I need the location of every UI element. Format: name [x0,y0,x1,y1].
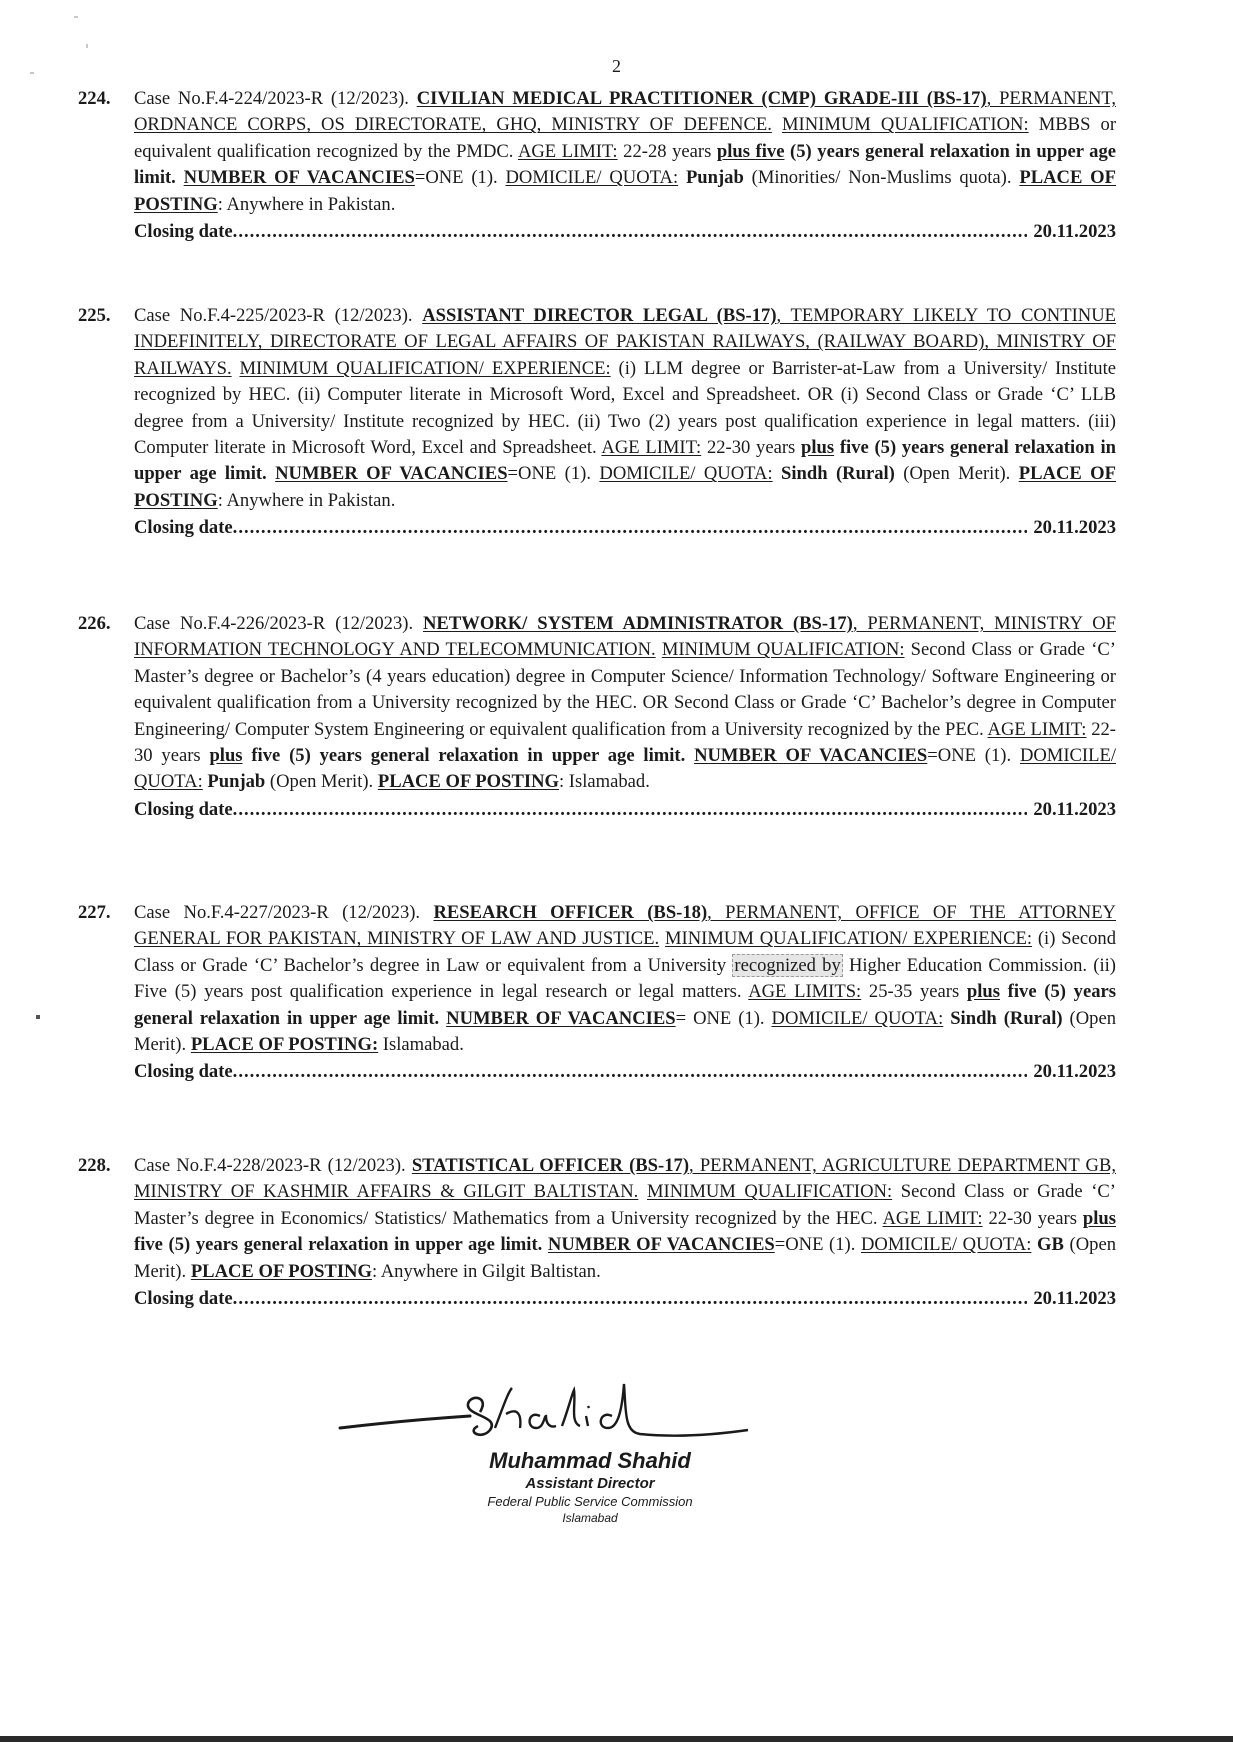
case-text-segment: STATISTICAL OFFICER (BS-17) [411,1155,690,1176]
case-text-segment: DOMICILE/ QUOTA: [861,1234,1032,1256]
case-text-segment: (Open Merit). [894,463,1019,485]
case-text-segment: CIVILIAN MEDICAL PRACTITIONER (CMP) GRADE-III (BS-17) [416,88,987,109]
case-text-segment: plus [801,437,835,459]
case-text-segment: =ONE (1). [927,745,1020,767]
case-text-segment: , PERMANENT, ORDNANCE CORPS, OS DIRECTORATE, GHQ, MINISTRY OF DEFENCE. [134,88,1116,136]
scan-speck [74,16,78,18]
case-number: 225. [78,305,111,326]
case-text-segment: plus [1082,1207,1116,1229]
case-text-segment: (Open Merit). [134,1234,1117,1282]
case-text-segment: : Anywhere in Pakistan. [217,193,396,215]
case-text-segment: MINIMUM QUALIFICATION/ EXPERIENCE: [239,357,611,379]
case-text-segment: NUMBER OF VACANCIES [183,167,415,189]
case-text-segment: : Anywhere in Gilgit Baltistan. [371,1260,601,1282]
case-text-segment: Case No.F.4-226/2023-R (12/2023). [134,613,423,634]
case-entry [78,1153,1116,1312]
case-text-segment: Sindh (Rural) [950,1007,1063,1029]
case-text-segment: : Anywhere in Pakistan. [217,489,396,511]
signatory-name: Muhammad Shahid [489,1448,691,1473]
case-text-segment: Sindh (Rural) [781,463,895,485]
leader-dots [233,219,1028,245]
case-text-segment: Case No.F.4-225/2023-R (12/2023). [134,305,423,326]
case-text-segment: Case No.F.4-227/2023-R (12/2023). [134,902,434,923]
case-text-segment [678,167,686,188]
case-entry [78,86,1116,245]
case-text-segment: AGE LIMIT: [882,1207,983,1229]
case-text-segment: (i) Second Class or Grade ‘C’ Bachelor’s degree in Law or equivalent from a University [134,928,1116,976]
closing-date-label: Closing date [134,798,233,820]
signature-image [330,1370,750,1450]
case-text-segment: AGE LIMIT: [987,718,1087,740]
case-text-segment [232,358,240,379]
case-text-segment: (Open Merit). [265,771,378,793]
scan-edge [0,1736,1233,1742]
case-text-segment: plus [966,981,1000,1003]
case-text-segment: 22-30 years [701,437,802,459]
case-text-segment: =ONE (1). [414,167,506,189]
case-text-segment: AGE LIMIT: [601,437,702,459]
closing-date-value: 20.11.2023 [1033,1061,1116,1083]
case-text-segment: DOMICILE/ QUOTA: [599,463,773,485]
case-text [134,86,1116,218]
case-text-segment: (Minorities/ Non-Muslims quota). [743,167,1020,189]
case-text-segment: 22-30 years [982,1207,1083,1229]
case-text [134,611,1116,796]
case-text-segment: NUMBER OF VACANCIES [694,745,928,767]
case-text-segment [772,114,782,135]
case-text-segment: GB [1037,1234,1064,1256]
scan-speck [36,1015,40,1019]
case-number: 228. [78,1155,111,1176]
case-text-segment: , PERMANENT, OFFICE OF THE ATTORNEY GENERAL FOR PAKISTAN, MINISTRY OF LAW AND JUSTICE. [134,902,1116,950]
case-text-segment: Case No.F.4-224/2023-R (12/2023). [134,88,417,109]
case-text-segment: DOMICILE/ QUOTA: [134,745,1116,793]
case-text-segment: 22-30 years [134,718,1117,767]
signatory-office: Federal Public Service Commission [487,1494,693,1509]
case-text-segment: PLACE OF POSTING [134,463,1117,511]
case-text-segment: PLACE OF POSTING [190,1260,372,1282]
case-text-segment: NUMBER OF VACANCIES [446,1007,676,1029]
case-text [134,303,1116,514]
closing-date-label: Closing date [134,1288,233,1310]
case-text-segment: five (5) years general relaxation in upper age limit. [134,437,1116,485]
case-text-segment: DOMICILE/ QUOTA: [505,167,679,189]
case-text-segment: MBBS or equivalent qualification recognized by the PMDC. [134,114,1117,162]
case-text-segment: (i) LLM degree or Barrister-at-Law from a University/ Institute recognized by HEC. (ii) Computer literate in Microsoft Word, Excel and Spreadsheet. OR (i) Second Class or Grade ‘C’ LLB degree from a University/ Institute recognized by HEC. (ii) Two (2) years post qualification experience in legal matters. (iii) Computer literate in Microsoft Word, Excel and Spreadsheet. [134,357,1116,459]
case-text [134,900,1116,1058]
case-text-segment: Punjab [685,167,744,189]
closing-date-value: 20.11.2023 [1033,517,1116,539]
case-text-segment: , PERMANENT, MINISTRY OF INFORMATION TECHNOLOGY AND TELECOMMUNICATION. [134,613,1116,661]
case-text-segment: MINIMUM QUALIFICATION/ EXPERIENCE: [665,928,1033,950]
closing-date-value: 20.11.2023 [1033,221,1116,243]
case-text-segment: (5) years general relaxation in upper age limit. [134,140,1117,189]
case-text-segment: PLACE OF POSTING: [190,1034,379,1056]
case-text-segment: Punjab [207,771,266,793]
case-text-segment [267,463,275,484]
leader-dots [233,1286,1028,1312]
case-text-segment: 22-28 years [617,140,717,162]
case-text-segment: five (5) years general relaxation in upper age limit. [134,981,1116,1029]
case-text-segment: Case No.F.4-228/2023-R (12/2023). [134,1155,412,1176]
signatory-city: Islamabad [562,1511,618,1525]
case-text-segment: =ONE (1). [507,463,600,485]
case-text-segment: NUMBER OF VACANCIES [547,1234,775,1256]
case-text-segment: RESEARCH OFFICER (BS-18) [433,902,708,923]
leader-dots [233,1059,1028,1085]
case-text [134,1153,1116,1285]
case-text-segment: Second Class or Grade ‘C’ Master’s degree in Economics/ Statistics/ Mathematics from a University recognized by the HEC. [134,1181,1116,1229]
case-text-segment: : Islamabad. [558,771,650,793]
case-text-segment: plus [209,745,243,767]
closing-date-label: Closing date [134,221,233,243]
case-text-segment: = ONE (1). [675,1007,772,1029]
page-number: 2 [612,56,621,76]
case-text-segment [176,167,184,188]
case-number: 224. [78,88,111,109]
case-text-segment: 25-35 years [861,981,967,1003]
signatory-block [430,1448,750,1526]
closing-date-value: 20.11.2023 [1033,798,1116,820]
case-text-segment: ASSISTANT DIRECTOR LEGAL (BS-17) [422,305,777,326]
case-entry [78,303,1116,542]
signatory-designation: Assistant Director [525,1475,655,1492]
case-text-segment [773,463,781,484]
case-text-segment: DOMICILE/ QUOTA: [771,1007,944,1029]
case-text-segment: PLACE OF POSTING [134,167,1116,215]
closing-date-row [134,219,1116,245]
case-text-segment: , TEMPORARY LIKELY TO CONTINUE INDEFINITELY, DIRECTORATE OF LEGAL AFFAIRS OF PAKISTAN RAILWAYS, (RAILWAY BOARD), MINISTRY OF RAILWAYS. [134,305,1116,379]
case-text-segment: five (5) years general relaxation in upper age limit. [242,745,686,767]
stamped-text: recognized by [734,954,841,976]
closing-date-row [134,1059,1116,1085]
case-text-segment: AGE LIMIT: [517,140,618,162]
leader-dots [233,515,1028,541]
closing-date-row [134,797,1116,823]
case-text-segment: MINIMUM QUALIFICATION: [781,114,1029,136]
case-text-segment: five (5) years general relaxation in upper age limit. [134,1234,543,1256]
case-text-segment [638,1181,647,1202]
case-text-segment: , PERMANENT, AGRICULTURE DEPARTMENT GB, MINISTRY OF KASHMIR AFFAIRS & GILGIT BALTISTAN. [134,1155,1116,1203]
case-text-segment: PLACE OF POSTING [377,771,559,793]
closing-date-row [134,515,1116,541]
case-text-segment: MINIMUM QUALIFICATION: [646,1181,893,1203]
case-text-segment [685,745,694,766]
case-entry [78,611,1116,823]
case-entry [78,900,1116,1086]
case-number: 226. [78,613,111,634]
case-number: 227. [78,902,111,923]
leader-dots [233,797,1028,823]
case-text-segment: plus five [716,140,785,162]
case-text-segment: AGE LIMITS: [748,981,862,1003]
case-text-segment: NUMBER OF VACANCIES [275,463,508,485]
closing-date-value: 20.11.2023 [1033,1288,1116,1310]
case-text-segment: Islamabad. [378,1034,464,1056]
case-text-segment: =ONE (1). [774,1234,861,1256]
closing-date-row [134,1286,1116,1312]
closing-date-label: Closing date [134,1061,233,1083]
scan-speck [86,44,88,48]
closing-date-label: Closing date [134,517,233,539]
case-text-segment: (Open Merit). [134,1007,1116,1056]
case-text-segment: Higher Education Commission. (ii) Five (5) years post qualification experience in legal research or legal matters. [134,954,1116,1003]
case-text-segment: NETWORK/ SYSTEM ADMINISTRATOR (BS-17) [423,613,853,634]
scan-speck [30,72,34,74]
case-text-segment: Second Class or Grade ‘C’ Master’s degree or Bachelor’s (4 years education) degree in Computer Science/ Information Technology/ Software Engineering or equivalent qualification from a University recognized by the HEC. OR Second Class or Grade ‘C’ Bachelor’s degree in Computer Engineering/ Computer System Engineering or equivalent qualification from a University recognized by the PEC. [134,639,1116,740]
case-text-segment: MINIMUM QUALIFICATION: [661,639,905,661]
